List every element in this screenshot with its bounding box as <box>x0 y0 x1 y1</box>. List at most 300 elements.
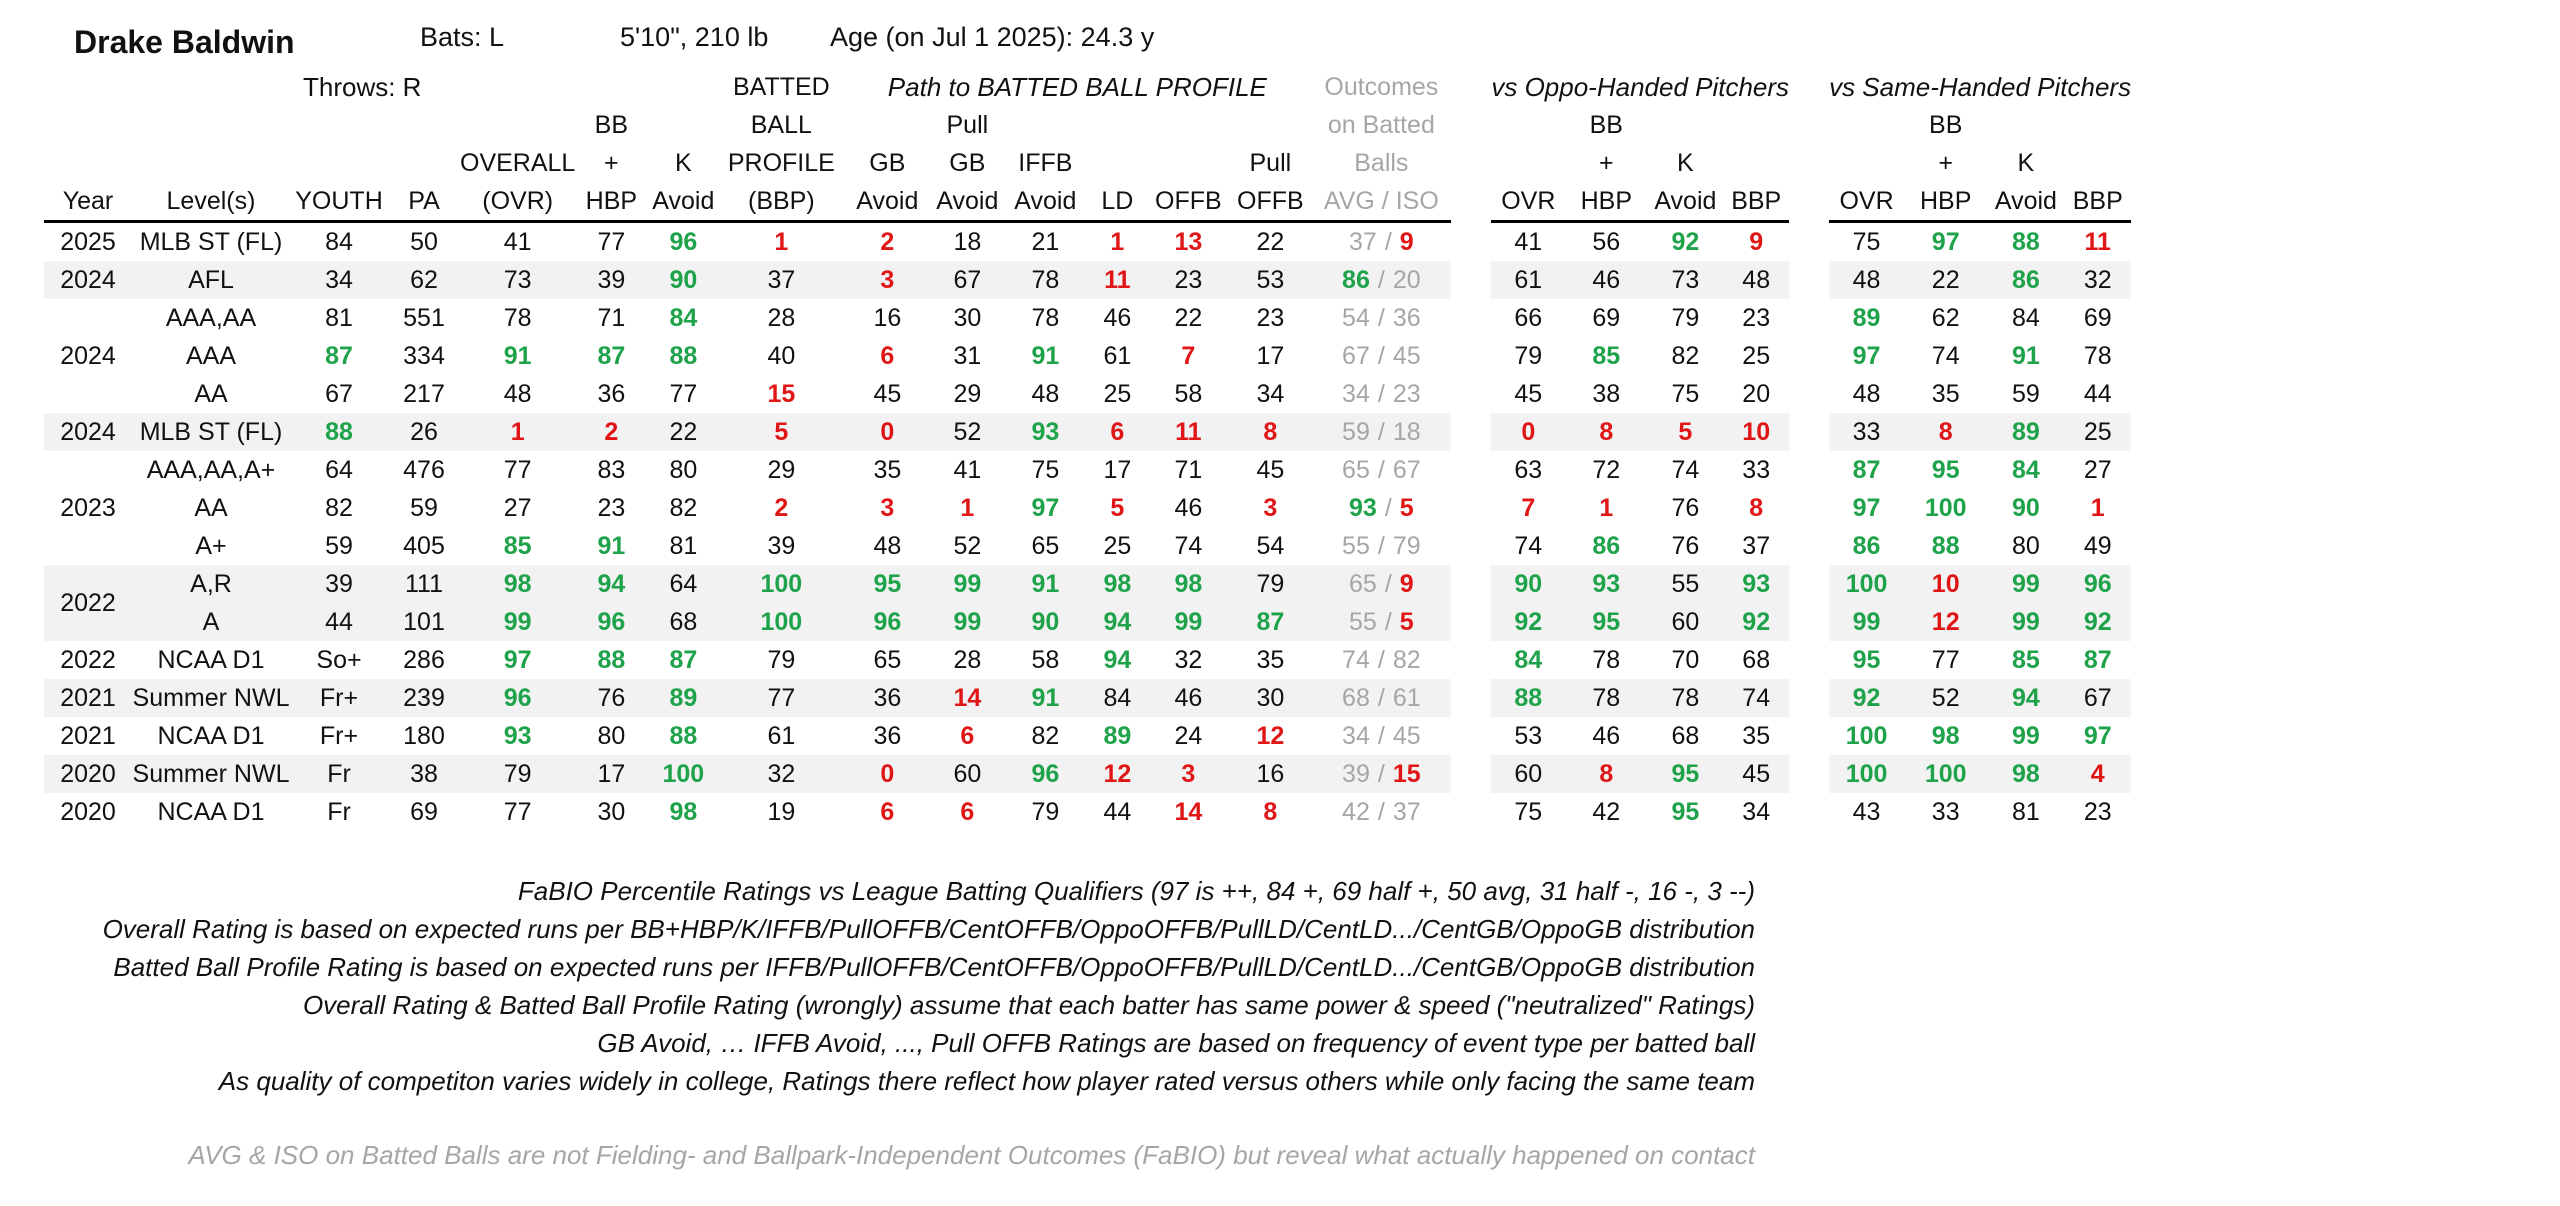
year-cell: 2021 <box>44 679 132 717</box>
same-bbp-cell: 44 <box>2083 380 2112 408</box>
ld-cell: 94 <box>1087 603 1147 641</box>
bbp-cell: 100 <box>719 565 843 603</box>
bb-header-l1: BB <box>594 111 629 139</box>
same-k-avoid-header: Avoid <box>1987 182 2064 222</box>
ld-cell: 1 <box>1110 228 1125 256</box>
same-hbp-cell: 10 <box>1904 565 1987 603</box>
table-row <box>44 717 2131 755</box>
k-avoid-cell: 68 <box>647 603 719 641</box>
year-cell: 2024 <box>44 261 132 299</box>
slash: / <box>1377 266 1385 294</box>
overall-cell: 73 <box>460 261 575 299</box>
slash: / <box>1381 187 1389 215</box>
ld-cell: 89 <box>1103 722 1132 750</box>
same-bbp-cell: 11 <box>2084 228 2111 256</box>
same-ovr-cell: 100 <box>1829 755 1904 793</box>
oppo-ovr-cell: 66 <box>1514 304 1543 332</box>
same-ovr-cell: 43 <box>1852 798 1881 826</box>
same-title: vs Same-Handed Pitchers <box>1829 72 2132 102</box>
spacer <box>1789 451 1829 489</box>
iso-value: 5 <box>1399 608 1414 636</box>
oppo-ovr-cell: 74 <box>1514 532 1543 560</box>
pull-offb-cell: 35 <box>1256 646 1285 674</box>
year-cell <box>44 527 132 565</box>
ld-cell: 84 <box>1087 679 1147 717</box>
iso-value: 79 <box>1392 532 1421 560</box>
iso-value: 23 <box>1392 380 1421 408</box>
same-hbp-cell: 22 <box>1904 261 1987 299</box>
iffb-avoid-cell: 79 <box>1031 798 1060 826</box>
iso-value: 61 <box>1392 684 1421 712</box>
same-hbp-cell: 8 <box>1904 413 1987 451</box>
oppo-ovr-cell: 75 <box>1514 798 1543 826</box>
oppo-k-avoid-header: Avoid <box>1647 182 1723 222</box>
overall-cell: 96 <box>460 679 575 717</box>
same-k-avoid-cell: 89 <box>1987 413 2064 451</box>
gb-avoid-cell: 3 <box>880 494 895 522</box>
iffb-avoid-cell: 91 <box>1003 679 1087 717</box>
offb-cell: 22 <box>1174 304 1203 332</box>
same-ovr-cell: 100 <box>1829 565 1904 603</box>
gb-avoid-cell: 95 <box>843 565 931 603</box>
iffb-avoid-cell: 90 <box>1003 603 1087 641</box>
avg-value: 93 <box>1349 494 1377 522</box>
pull-offb-header-l1: Pull <box>1249 149 1292 177</box>
slash: / <box>1377 342 1385 370</box>
avg-iso-cell <box>1311 222 1451 262</box>
year-cell <box>44 299 132 337</box>
bb-hbp-cell: 80 <box>597 722 626 750</box>
bbp-cell: 19 <box>767 798 796 826</box>
age-info: Age (on Jul 1 2025): 24.3 y <box>830 22 1155 52</box>
oppo-bbp-cell: 74 <box>1723 679 1789 717</box>
gb-avoid-cell: 36 <box>843 679 931 717</box>
bb-hbp-cell: 94 <box>575 565 647 603</box>
spacer <box>1789 717 1829 755</box>
same-hbp-cell: 35 <box>1931 380 1960 408</box>
avg-value: 55 <box>1349 608 1377 636</box>
ld-cell: 12 <box>1087 755 1147 793</box>
avg-iso-cell <box>1311 755 1451 793</box>
ld-cell: 46 <box>1103 304 1132 332</box>
same-k-avoid-cell: 84 <box>2011 304 2040 332</box>
note-line: Overall Rating is based on expected runs per BB+HBP/K/IFFB/PullOFFB/CentOFFB/OppoOFFB/PullLD/CentLD.../CentGB/OppoGB distribution <box>102 914 1755 944</box>
bb-hbp-cell: 23 <box>597 494 626 522</box>
year-cell: 2025 <box>60 228 116 256</box>
avg-iso-header <box>1311 182 1451 222</box>
avg-value: 55 <box>1342 532 1370 560</box>
offb-cell: 13 <box>1174 228 1203 256</box>
slash: / <box>1377 456 1385 484</box>
oppo-bbp-cell: 33 <box>1742 456 1771 484</box>
oppo-k-avoid-cell: 92 <box>1671 228 1700 256</box>
overall-cell: 99 <box>460 603 575 641</box>
oppo-hbp-cell: 8 <box>1565 755 1647 793</box>
pull-offb-cell: 34 <box>1256 380 1285 408</box>
avg-value: 68 <box>1342 684 1370 712</box>
offb-cell: 58 <box>1174 380 1203 408</box>
oppo-k-avoid-cell: 55 <box>1647 565 1723 603</box>
k-avoid-cell: 98 <box>669 798 698 826</box>
same-hbp-cell: 98 <box>1931 722 1960 750</box>
oppo-k-avoid-cell: 82 <box>1671 342 1700 370</box>
slash: / <box>1384 608 1392 636</box>
avg-iso-cell <box>1311 565 1451 603</box>
avg-iso-cell <box>1311 451 1451 489</box>
k-avoid-header: Avoid <box>647 182 719 222</box>
pa-cell: 286 <box>403 646 445 674</box>
same-hbp-cell: 97 <box>1931 228 1960 256</box>
iso-value: 67 <box>1392 456 1421 484</box>
iso-value: 45 <box>1392 722 1421 750</box>
same-k-avoid-cell: 86 <box>1987 261 2064 299</box>
pull-offb-cell: 79 <box>1229 565 1311 603</box>
youth-cell: 39 <box>290 565 388 603</box>
table-row <box>44 375 2131 413</box>
same-ovr-cell: 87 <box>1852 456 1881 484</box>
spacer <box>1451 413 1491 451</box>
oppo-bbp-cell: 8 <box>1749 494 1764 522</box>
oppo-hbp-header: HBP <box>1565 182 1647 222</box>
avg-iso-cell <box>1311 299 1451 337</box>
pull-offb-cell: 30 <box>1229 679 1311 717</box>
pull-gb-avoid-cell: 41 <box>953 456 982 484</box>
pull-offb-cell: 8 <box>1229 413 1311 451</box>
pull-gb-avoid-cell: 6 <box>960 722 975 750</box>
offb-cell: 32 <box>1174 646 1203 674</box>
oppo-k-avoid-cell: 60 <box>1647 603 1723 641</box>
path-title: Path to BATTED BALL PROFILE <box>887 72 1267 102</box>
oppo-k-header: K <box>1677 149 1694 177</box>
ld-cell: 61 <box>1103 342 1132 370</box>
iso-value: 9 <box>1399 228 1414 256</box>
iso-value: 45 <box>1392 342 1421 370</box>
iffb-avoid-cell: 97 <box>1031 494 1060 522</box>
same-ovr-cell: 89 <box>1852 304 1881 332</box>
ld-cell: 98 <box>1087 565 1147 603</box>
overall-cell: 1 <box>460 413 575 451</box>
table-row <box>44 337 2131 375</box>
avg-iso-cell <box>1311 337 1451 375</box>
k-avoid-cell: 89 <box>647 679 719 717</box>
overall-cell: 79 <box>460 755 575 793</box>
oppo-k-avoid-cell: 78 <box>1647 679 1723 717</box>
slash: / <box>1377 532 1385 560</box>
ld-cell: 25 <box>1103 532 1132 560</box>
same-k-avoid-cell: 85 <box>2011 646 2040 674</box>
slash: / <box>1384 570 1392 598</box>
slash: / <box>1384 228 1392 256</box>
oppo-bbp-cell: 48 <box>1723 261 1789 299</box>
same-bb-header-l1: BB <box>1929 111 1963 139</box>
same-bbp-cell: 4 <box>2064 755 2131 793</box>
bbp-cell: 40 <box>767 342 796 370</box>
avg-value: 39 <box>1342 760 1370 788</box>
iffb-avoid-cell: 65 <box>1031 532 1060 560</box>
year-cell <box>44 451 132 489</box>
level-cell: AA <box>194 380 228 408</box>
same-k-avoid-cell: 94 <box>1987 679 2064 717</box>
oppo-title: vs Oppo-Handed Pitchers <box>1491 72 1790 102</box>
iso-value: 36 <box>1392 304 1421 332</box>
same-ovr-cell: 92 <box>1829 679 1904 717</box>
iffb-avoid-cell: 48 <box>1031 380 1060 408</box>
k-avoid-cell: 77 <box>669 380 698 408</box>
table-row <box>44 755 2131 793</box>
bbp-cell: 79 <box>767 646 796 674</box>
batted-header-l4: (BBP) <box>719 182 843 222</box>
table-row <box>44 489 2131 527</box>
oppo-hbp-cell: 46 <box>1592 722 1621 750</box>
ld-cell: 44 <box>1103 798 1132 826</box>
batted-header-l2: BALL <box>750 111 812 139</box>
same-k-header: K <box>2017 149 2035 177</box>
same-ovr-header: OVR <box>1829 182 1904 222</box>
k-avoid-cell: 87 <box>669 646 698 674</box>
same-k-avoid-cell: 91 <box>2011 342 2040 370</box>
pull-gb-avoid-cell: 52 <box>931 413 1003 451</box>
bb-hbp-cell: 96 <box>575 603 647 641</box>
youth-cell: 81 <box>325 304 353 332</box>
batted-header-l3: PROFILE <box>727 149 835 177</box>
spacer <box>1789 603 1829 641</box>
iso-value: 5 <box>1399 494 1414 522</box>
year-cell: 2020 <box>60 798 116 826</box>
same-bbp-cell: 23 <box>2083 798 2112 826</box>
avg-iso-cell <box>1311 793 1451 831</box>
pull-gb-avoid-cell: 67 <box>931 261 1003 299</box>
year-cell: 2022 <box>44 565 132 641</box>
pull-offb-cell: 53 <box>1229 261 1311 299</box>
same-ovr-cell: 86 <box>1852 532 1881 560</box>
same-k-avoid-cell: 59 <box>2011 380 2040 408</box>
slash: / <box>1377 760 1385 788</box>
slash: / <box>1377 798 1385 826</box>
table-row <box>44 299 2131 337</box>
spacer <box>1451 451 1491 489</box>
oppo-ovr-cell: 60 <box>1491 755 1565 793</box>
pull-gb-avoid-cell: 14 <box>931 679 1003 717</box>
pa-cell: 111 <box>388 565 460 603</box>
same-hbp-cell: 74 <box>1931 342 1960 370</box>
k-avoid-cell: 88 <box>669 342 698 370</box>
avg-iso-cell <box>1311 717 1451 755</box>
oppo-hbp-cell: 78 <box>1565 679 1647 717</box>
iso-value: 9 <box>1399 570 1414 598</box>
oppo-bb-header-l1: BB <box>1589 111 1623 139</box>
spacer <box>1789 679 1829 717</box>
spacer <box>1451 489 1491 527</box>
table-row <box>44 527 2131 565</box>
oppo-k-avoid-cell: 75 <box>1671 380 1700 408</box>
level-cell: A+ <box>195 532 227 560</box>
iso-value: 20 <box>1392 266 1421 294</box>
offb-cell: 46 <box>1147 679 1229 717</box>
avg-iso-cell <box>1311 375 1451 413</box>
avg-value: 34 <box>1342 380 1370 408</box>
slash: / <box>1377 304 1385 332</box>
oppo-hbp-cell: 1 <box>1599 494 1614 522</box>
spacer <box>1789 337 1829 375</box>
slash: / <box>1377 380 1385 408</box>
pa-cell: 69 <box>410 798 438 826</box>
bbp-cell: 5 <box>719 413 843 451</box>
avg-iso-cell <box>1311 527 1451 565</box>
spacer <box>1789 375 1829 413</box>
pull-offb-cell: 3 <box>1263 494 1278 522</box>
youth-cell: 34 <box>290 261 388 299</box>
level-cell: NCAA D1 <box>157 798 265 826</box>
offb-cell: 23 <box>1147 261 1229 299</box>
same-bbp-cell: 49 <box>2083 532 2112 560</box>
spacer <box>1451 793 1491 831</box>
pull-offb-header-l2: OFFB <box>1229 182 1311 222</box>
oppo-bbp-cell: 25 <box>1742 342 1771 370</box>
pa-cell: 26 <box>388 413 460 451</box>
pull-gb-header-l1: Pull <box>946 111 989 139</box>
pa-cell: 217 <box>403 380 445 408</box>
same-ovr-cell: 99 <box>1829 603 1904 641</box>
pull-offb-cell: 12 <box>1256 722 1285 750</box>
slash: / <box>1377 684 1385 712</box>
level-cell: AA <box>194 494 228 522</box>
bbp-cell: 1 <box>774 228 789 256</box>
table-row <box>44 793 2131 831</box>
pa-cell: 38 <box>388 755 460 793</box>
same-hbp-cell: 33 <box>1931 798 1960 826</box>
offb-cell: 99 <box>1147 603 1229 641</box>
pull-offb-cell: 87 <box>1229 603 1311 641</box>
year-cell: 2023 <box>60 494 116 522</box>
overall-cell: 41 <box>503 228 532 256</box>
oppo-hbp-cell: 93 <box>1565 565 1647 603</box>
level-cell: Summer NWL <box>132 679 290 717</box>
bb-hbp-cell: 36 <box>597 380 626 408</box>
oppo-bbp-cell: 34 <box>1742 798 1771 826</box>
iffb-header: IFFB <box>1018 149 1073 177</box>
offb-header: OFFB <box>1147 182 1229 222</box>
k-avoid-cell: 90 <box>647 261 719 299</box>
spacer <box>1451 717 1491 755</box>
avg-value: 67 <box>1342 342 1370 370</box>
iffb-avoid-cell: 78 <box>1003 261 1087 299</box>
note-line: As quality of competiton varies widely in college, Ratings there reflect how player rated versus others while only facing the same team <box>218 1066 1755 1096</box>
avg-value: 86 <box>1342 266 1370 294</box>
oppo-k-avoid-cell: 95 <box>1647 755 1723 793</box>
pull-gb-avoid-cell: 29 <box>953 380 982 408</box>
offb-cell: 74 <box>1174 532 1203 560</box>
level-cell: Summer NWL <box>132 755 290 793</box>
youth-cell: Fr <box>290 755 388 793</box>
youth-cell: 88 <box>290 413 388 451</box>
same-k-avoid-cell: 98 <box>1987 755 2064 793</box>
oppo-hbp-cell: 72 <box>1592 456 1621 484</box>
pull-offb-cell: 23 <box>1256 304 1285 332</box>
bb-hbp-cell: 30 <box>597 798 626 826</box>
iffb-avoid-cell: 91 <box>1003 565 1087 603</box>
outcomes-header-l1: Outcomes <box>1324 73 1439 101</box>
table-row <box>44 222 2131 262</box>
size-info: 5'10", 210 lb <box>620 22 769 52</box>
same-hbp-cell: 52 <box>1904 679 1987 717</box>
same-ovr-cell: 48 <box>1852 380 1881 408</box>
same-k-avoid-cell: 99 <box>1987 603 2064 641</box>
overall-cell: 77 <box>503 456 532 484</box>
spacer <box>1789 299 1829 337</box>
oppo-k-avoid-cell: 73 <box>1647 261 1723 299</box>
same-ovr-cell: 33 <box>1829 413 1904 451</box>
bbp-cell: 61 <box>767 722 796 750</box>
year-header: Year <box>44 182 132 222</box>
ld-header: LD <box>1087 182 1147 222</box>
same-bbp-cell: 97 <box>2083 722 2112 750</box>
iffb-avoid-cell: 91 <box>1031 342 1060 370</box>
same-hbp-cell: 62 <box>1931 304 1960 332</box>
note-line: GB Avoid, … IFFB Avoid, ..., Pull OFFB Ratings are based on frequency of event type per batted ball <box>597 1028 1755 1058</box>
oppo-bbp-cell: 92 <box>1723 603 1789 641</box>
spacer <box>1789 565 1829 603</box>
oppo-bbp-cell: 9 <box>1749 228 1764 256</box>
spacer <box>1789 222 1829 262</box>
spacer <box>1789 793 1829 831</box>
spacer <box>1451 375 1491 413</box>
overall-cell: 97 <box>503 646 532 674</box>
avg-header: AVG <box>1323 187 1375 215</box>
level-cell: A,R <box>132 565 290 603</box>
offb-cell: 24 <box>1174 722 1203 750</box>
oppo-bbp-cell: 45 <box>1723 755 1789 793</box>
overall-cell: 98 <box>460 565 575 603</box>
pa-cell: 180 <box>403 722 445 750</box>
pa-cell: 101 <box>388 603 460 641</box>
k-avoid-cell: 80 <box>669 456 698 484</box>
spacer <box>1789 755 1829 793</box>
pull-gb-avoid-cell: 28 <box>953 646 982 674</box>
bb-hbp-cell: 76 <box>575 679 647 717</box>
same-hbp-cell: 12 <box>1904 603 1987 641</box>
gb-avoid-cell: 16 <box>873 304 902 332</box>
bbp-cell: 15 <box>767 380 796 408</box>
same-ovr-cell: 97 <box>1852 342 1881 370</box>
gb-avoid-cell: 45 <box>873 380 902 408</box>
overall-cell: 93 <box>503 722 532 750</box>
oppo-ovr-header: OVR <box>1491 182 1565 222</box>
same-bbp-cell: 69 <box>2083 304 2112 332</box>
pa-cell: 59 <box>410 494 438 522</box>
same-bbp-cell: 1 <box>2090 494 2105 522</box>
oppo-ovr-cell: 84 <box>1514 646 1543 674</box>
bats-info: Bats: L <box>420 22 505 52</box>
oppo-hbp-cell: 56 <box>1592 228 1621 256</box>
youth-header: YOUTH <box>290 182 388 222</box>
same-ovr-cell: 48 <box>1829 261 1904 299</box>
slash: / <box>1384 494 1392 522</box>
oppo-hbp-cell: 38 <box>1592 380 1621 408</box>
bbp-cell: 2 <box>774 494 789 522</box>
oppo-hbp-cell: 69 <box>1592 304 1621 332</box>
levels-header: Level(s) <box>132 182 290 222</box>
k-header: K <box>675 149 692 177</box>
oppo-ovr-cell: 92 <box>1491 603 1565 641</box>
ld-cell: 94 <box>1103 646 1132 674</box>
same-hbp-cell: 95 <box>1931 456 1960 484</box>
spacer <box>1451 527 1491 565</box>
oppo-k-avoid-cell: 68 <box>1671 722 1700 750</box>
overall-cell: 77 <box>503 798 532 826</box>
same-bbp-cell: 32 <box>2064 261 2131 299</box>
ld-cell: 5 <box>1110 494 1125 522</box>
same-hbp-cell: 88 <box>1931 532 1960 560</box>
